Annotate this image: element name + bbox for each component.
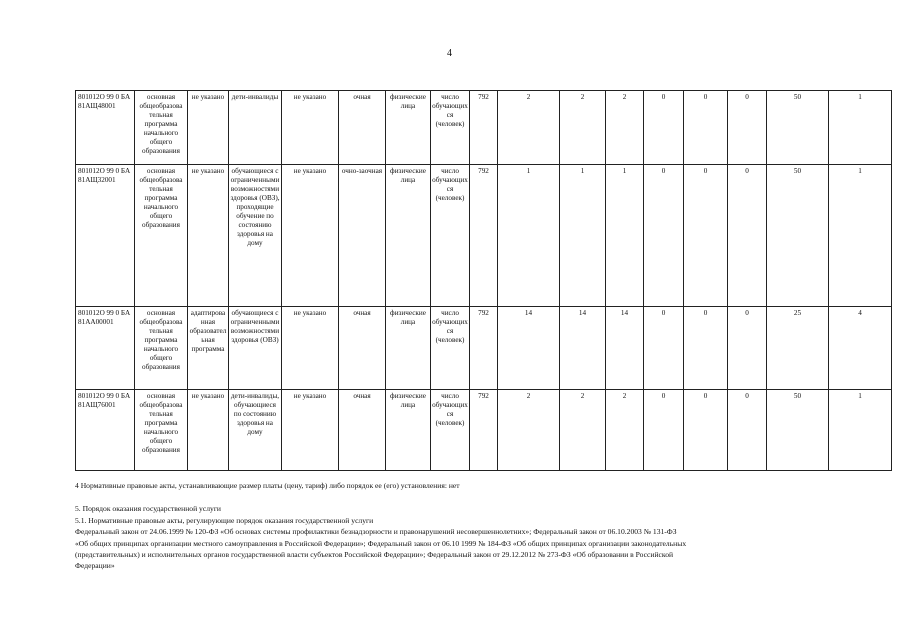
deviation-absolute-cell: 1 (829, 390, 892, 471)
okei-code-cell: 792 (470, 307, 498, 390)
table-row (76, 390, 892, 471)
notes-section (75, 480, 835, 572)
registry-code-cell: 801012О 99 0 БА 81АЩ48001 (76, 91, 135, 165)
client-type-cell: физические лица (386, 390, 431, 471)
paid-year-1-cell: 0 (644, 307, 684, 390)
study-form-cell: очная (339, 91, 386, 165)
program-name-cell: основная общеобразова тельная программа начального общего образования (135, 390, 188, 471)
registry-code-cell: 801012О 99 0 БА 81АЩ76001 (76, 390, 135, 471)
value-year-2-cell: 1 (560, 165, 606, 307)
indicator-unit-cell: число обучающихся (человек) (431, 165, 470, 307)
paid-year-1-cell: 0 (644, 165, 684, 307)
paid-year-2-cell: 0 (684, 91, 728, 165)
indicator-unit-cell: число обучающихся (человек) (431, 390, 470, 471)
services-table (75, 90, 892, 471)
condition-cell: не указано (282, 91, 339, 165)
paid-year-1-cell: 0 (644, 91, 684, 165)
study-form-cell: очная (339, 390, 386, 471)
registry-code-cell: 801012О 99 0 БА 81АА00001 (76, 307, 135, 390)
value-year-2-cell: 14 (560, 307, 606, 390)
client-type-cell: физические лица (386, 165, 431, 307)
paid-year-2-cell: 0 (684, 165, 728, 307)
value-year-1-cell: 2 (498, 390, 560, 471)
study-form-cell: очно-заочная (339, 165, 386, 307)
registry-code-cell: 801012О 99 0 БА 81АЩ32001 (76, 165, 135, 307)
value-year-3-cell: 2 (606, 390, 644, 471)
paid-year-2-cell: 0 (684, 390, 728, 471)
condition-cell: не указано (282, 165, 339, 307)
paid-year-3-cell: 0 (728, 91, 767, 165)
condition-cell: не указано (282, 307, 339, 390)
okei-code-cell: 792 (470, 165, 498, 307)
deviation-absolute-cell: 1 (829, 91, 892, 165)
paid-year-1-cell: 0 (644, 390, 684, 471)
value-year-1-cell: 2 (498, 91, 560, 165)
deviation-percent-cell: 50 (767, 165, 829, 307)
indicator-unit-cell: число обучающихся (человек) (431, 307, 470, 390)
study-form-cell: очная (339, 307, 386, 390)
paid-year-3-cell: 0 (728, 307, 767, 390)
paid-year-3-cell: 0 (728, 390, 767, 471)
okei-code-cell: 792 (470, 91, 498, 165)
table-row (76, 307, 892, 390)
value-year-3-cell: 1 (606, 165, 644, 307)
value-year-2-cell: 2 (560, 91, 606, 165)
note-law-text-4: Федерации» (75, 561, 115, 571)
program-type-cell: адаптирова нная образовательная программа (188, 307, 229, 390)
deviation-absolute-cell: 1 (829, 165, 892, 307)
value-year-3-cell: 14 (606, 307, 644, 390)
deviation-absolute-cell: 4 (829, 307, 892, 390)
note-law-text-2: «Об общих принципах организации местного самоуправления в Российской Федерации»; Федеральный закон от 06.10 1999 № 184-ФЗ «Об общих принципах организации законодательных (75, 538, 687, 548)
note-law-text-1: Федеральный закон от 24.06.1999 № 120-ФЗ «Об основах системы профилактики безнадзорности и правонарушений несовершеннолетних»; Федеральный закон от 06.10.2003 № 131-ФЗ (75, 527, 677, 537)
note-law-text-3: (представительных) и исполнительных органов государственной власти субъектов Российской Федерации»; Федеральный закон от 29.12.2012 № 273-ФЗ «Об образовании в Российской (75, 549, 674, 559)
deviation-percent-cell: 25 (767, 307, 829, 390)
table-row (76, 165, 892, 307)
program-name-cell: основная общеобразова тельная программа начального общего образования (135, 165, 188, 307)
program-type-cell: не указано (188, 165, 229, 307)
program-name-cell: основная общеобразова тельная программа начального общего образования (135, 307, 188, 390)
value-year-1-cell: 14 (498, 307, 560, 390)
indicator-unit-cell: число обучающихся (человек) (431, 91, 470, 165)
client-type-cell: физические лица (386, 307, 431, 390)
value-year-3-cell: 2 (606, 91, 644, 165)
okei-code-cell: 792 (470, 390, 498, 471)
deviation-percent-cell: 50 (767, 91, 829, 165)
paid-year-2-cell: 0 (684, 307, 728, 390)
note-payment: 4 Нормативные правовые акты, устанавливающие размер платы (цену, тариф) либо порядок ее (его) установления: нет (75, 481, 460, 490)
deviation-percent-cell: 50 (767, 390, 829, 471)
program-type-cell: не указано (188, 91, 229, 165)
student-category-cell: обучающиеся с ограниченными возможностями здоровья (ОВЗ) (229, 307, 282, 390)
note-legal-acts-heading: 5.1. Нормативные правовые акты, регулирующие порядок оказания государственной услуги (75, 515, 374, 525)
note-procedure-heading: 5. Порядок оказания государственной услуги (75, 504, 221, 514)
table-row (76, 91, 892, 165)
student-category-cell: дети-инвалиды (229, 91, 282, 165)
page-number: 4 (447, 48, 452, 59)
student-category-cell: обучающиеся с ограниченными возможностями здоровья (ОВЗ), проходящие обучение по состоянию здоровья на дому (229, 165, 282, 307)
program-type-cell: не указано (188, 390, 229, 471)
program-name-cell: основная общеобразова тельная программа начального общего образования (135, 91, 188, 165)
value-year-2-cell: 2 (560, 390, 606, 471)
client-type-cell: физические лица (386, 91, 431, 165)
condition-cell: не указано (282, 390, 339, 471)
value-year-1-cell: 1 (498, 165, 560, 307)
paid-year-3-cell: 0 (728, 165, 767, 307)
student-category-cell: дети-инвалиды, обучающиеся по состоянию здоровья на дому (229, 390, 282, 471)
